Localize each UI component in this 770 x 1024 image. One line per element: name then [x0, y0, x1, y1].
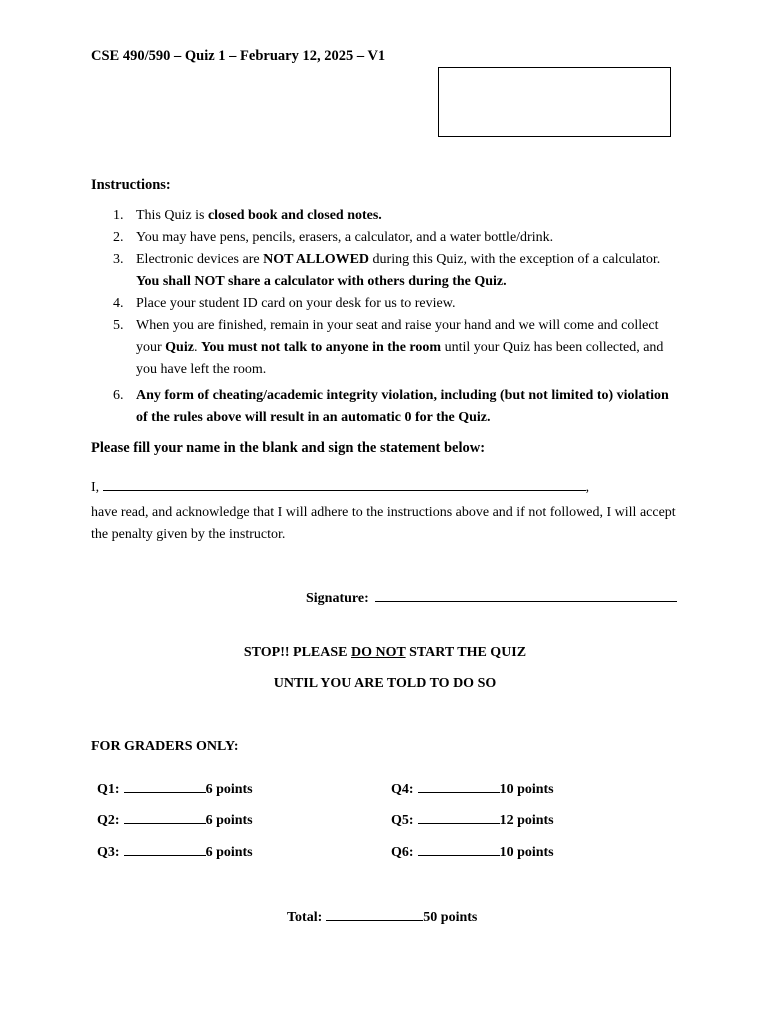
instruction-text: Any form of cheating/academic integrity violation, including (but not limited to) violation of the rules above will result in an automatic 0 for the Quiz.	[136, 388, 669, 425]
instruction-text: Quiz	[165, 340, 194, 355]
question-label: Q1:	[97, 782, 120, 797]
stop-warning-line1	[0, 645, 770, 661]
stop-pre: STOP!! PLEASE	[243, 645, 351, 660]
instruction-number: 6.	[113, 388, 124, 403]
quiz-header: CSE 490/590 – Quiz 1 – February 12, 2025 – V1	[91, 48, 386, 64]
question-label: Q4:	[391, 782, 414, 797]
score-blank[interactable]	[418, 809, 500, 824]
question-label: Q2:	[97, 813, 120, 828]
signature-line	[306, 587, 677, 607]
question-points: 12 points	[499, 813, 554, 828]
instruction-text: This Quiz is	[136, 208, 208, 223]
instruction-item	[91, 227, 671, 249]
total-points: 50 points	[423, 910, 478, 925]
grade-row-q6	[391, 841, 554, 861]
score-blank[interactable]	[124, 841, 206, 856]
question-points: 6 points	[205, 845, 253, 860]
fill-note: Please fill your name in the blank and sign the statement below:	[91, 440, 486, 456]
grade-row-q2	[97, 809, 253, 829]
stop-warning-line2: UNTIL YOU ARE TOLD TO DO SO	[273, 676, 497, 691]
name-line	[91, 476, 589, 496]
graders-title: FOR GRADERS ONLY:	[91, 739, 239, 754]
name-blank[interactable]	[103, 476, 586, 491]
instruction-number: 2.	[113, 230, 124, 245]
instruction-text: Electronic devices are	[136, 252, 264, 267]
instruction-item	[91, 249, 671, 293]
score-blank[interactable]	[124, 778, 206, 793]
instruction-text: You must not talk to anyone in the room	[200, 340, 442, 355]
instruction-text: You may have pens, pencils, erasers, a calculator, and a water bottle/drink.	[136, 230, 554, 245]
id-box[interactable]	[438, 67, 671, 137]
stop-post: START THE QUIZ	[405, 645, 527, 660]
question-label: Q6:	[391, 845, 414, 860]
score-blank[interactable]	[418, 841, 500, 856]
question-label: Q5:	[391, 813, 414, 828]
score-blank[interactable]	[124, 809, 206, 824]
instruction-item	[91, 293, 671, 315]
instruction-text: .	[193, 340, 201, 355]
instruction-text: You shall NOT share a calculator with others during the Quiz.	[136, 274, 507, 289]
instruction-number: 3.	[113, 252, 124, 267]
signature-label: Signature:	[306, 591, 369, 606]
question-points: 6 points	[205, 813, 253, 828]
instruction-text: during this Quiz, with the exception of a calculator.	[369, 252, 661, 267]
grade-row-q4	[391, 778, 554, 798]
instruction-number: 4.	[113, 296, 124, 311]
instruction-text: When you are finished, remain in your seat and raise your hand and we will come and collect your	[136, 318, 659, 355]
name-suffix: ,	[585, 480, 590, 495]
question-points: 6 points	[205, 782, 253, 797]
grade-row-q1	[97, 778, 253, 798]
instruction-number: 1.	[113, 208, 124, 223]
total-label: Total:	[287, 910, 323, 925]
instruction-text: until your Quiz has been collected, and you have left the room.	[136, 340, 664, 377]
score-blank[interactable]	[418, 778, 500, 793]
instruction-text: closed book and closed notes.	[207, 208, 382, 223]
instruction-item	[91, 205, 671, 227]
question-label: Q3:	[97, 845, 120, 860]
grade-row-q3	[97, 841, 253, 861]
instruction-number: 5.	[113, 318, 124, 333]
instructions-list	[91, 205, 671, 429]
instruction-text: Place your student ID card on your desk for us to review.	[136, 296, 456, 311]
instruction-item	[91, 385, 671, 429]
total-blank[interactable]	[326, 906, 423, 921]
signature-blank[interactable]	[375, 587, 677, 602]
instruction-item	[91, 315, 671, 381]
name-prefix: I,	[91, 480, 100, 495]
question-points: 10 points	[499, 845, 554, 860]
instructions-title: Instructions:	[91, 177, 171, 193]
instruction-text: NOT ALLOWED	[263, 252, 370, 267]
acknowledgement-text: have read, and acknowledge that I will adhere to the instructions above and if not followed, I will accept the penalty given by the instructor.	[91, 505, 676, 542]
stop-underlined: DO NOT	[351, 645, 406, 660]
total-row	[287, 906, 477, 926]
question-points: 10 points	[499, 782, 554, 797]
grade-row-q5	[391, 809, 554, 829]
